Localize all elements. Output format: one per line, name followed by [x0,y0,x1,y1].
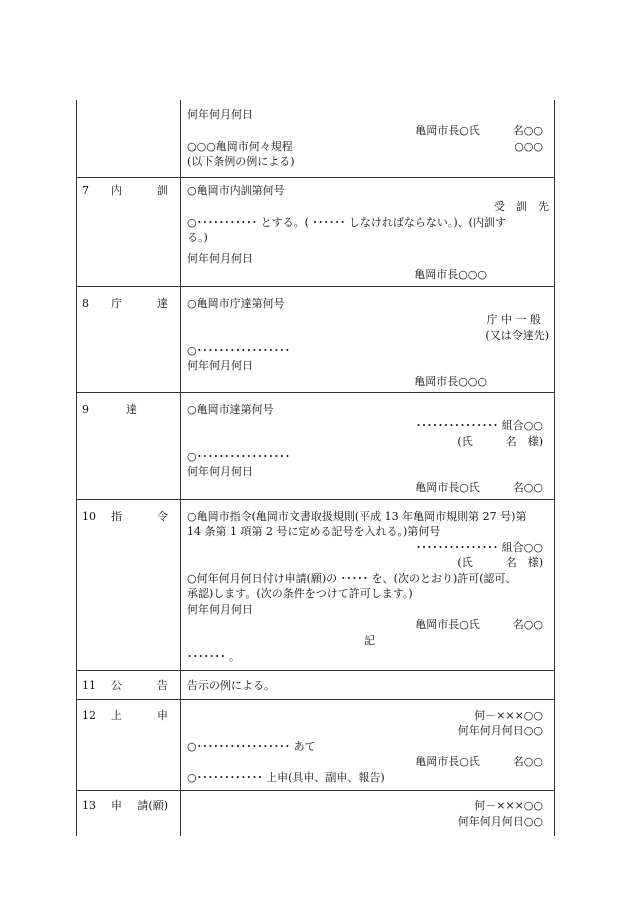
row-number: 13 [82,799,96,812]
row-10-line-8: 記 [364,634,375,647]
row-label-first-char: 指 [111,510,122,523]
row-number: 7 [82,184,89,197]
row-9-line-4: 何年何月何日 [187,465,253,478]
row-label-last-char: 申 [157,709,168,722]
row-divider [76,790,555,791]
row-8-line-4: 何年何月何日 [187,359,253,372]
row-0-line-2: ○○○亀岡市何々規程 [187,140,293,153]
row-7-line-4: 何年何月何日 [187,252,253,265]
row-10-line-2: ･･･････････････ 組合○○ [415,541,543,554]
row-label-first-char: 申 [111,799,122,812]
row-12-line-3: 亀岡市長○氏 名○○ [415,755,543,768]
row-divider [76,670,555,671]
row-label-last-char: 達 [157,297,168,310]
row-7-line-3: る。) [187,231,208,244]
row-8-line-1: 庁 中 一 般 [486,313,541,326]
row-0-line-3: (以下条例の例による) [187,155,295,168]
row-7-line-5: 亀岡市長○○○ [414,268,487,281]
row-10-line-5: 承認)します。(次の条件をつけて許可します。) [187,587,413,600]
row-divider [76,499,555,500]
row-10-line-1: 14 条第 1 項第 2 号に定める記号を入れる。)第何号 [187,525,441,538]
row-divider [76,286,555,287]
row-7-line-1: 受 訓 先 [494,200,549,213]
row-0-line-0: 何年何月何日 [187,108,253,121]
row-12-line-0: 何－×××○○ [474,709,543,722]
row-divider [76,177,555,178]
table-left-border [76,100,77,836]
row-10-line-9: ･･･････ 。 [187,650,240,663]
row-13-line-0: 何－×××○○ [474,799,543,812]
document-table [76,100,555,836]
row-7-line-2: ○･･･････････ とする。( ･･････ しなければならない。)、(内訓す [187,216,506,229]
row-divider [76,699,555,700]
row-label-char: 達 [126,403,137,416]
row-number: 12 [82,709,96,722]
row-8-line-2: (又は令達先) [485,329,549,342]
row-label-first-char: 内 [111,184,122,197]
row-0-line-1: 亀岡市長○氏 名○○ [415,124,543,137]
row-10-line-6: 何年何月何日 [187,603,253,616]
row-7-line-0: ○亀岡市内訓第何号 [187,184,285,197]
row-number: 10 [82,510,96,523]
row-10-line-7: 亀岡市長○氏 名○○ [415,618,543,631]
row-9-line-5: 亀岡市長○氏 名○○ [415,481,543,494]
table-right-border [554,100,555,836]
row-label-first-char: 上 [111,709,122,722]
row-label-last-char: 告 [157,679,168,692]
row-label-last-char: 令 [157,510,168,523]
row-0-line-2-right: ○○○ [514,140,543,153]
row-12-line-1: 何年何月何日○○ [457,724,543,737]
row-8-line-0: ○亀岡市庁達第何号 [187,297,285,310]
row-12-line-2: ○･････････････････ あて [187,740,316,753]
row-number: 11 [82,679,96,692]
row-13-line-1: 何年何月何日○○ [457,815,543,828]
row-label-last-char: 訓 [157,184,168,197]
row-9-line-0: ○亀岡市達第何号 [187,403,274,416]
row-12-line-4: ○････････････ 上申(具申、副申、報告) [187,771,385,784]
row-label-first-char: 庁 [111,297,122,310]
row-label-first-char: 公 [111,679,122,692]
row-8-line-5: 亀岡市長○○○ [414,375,487,388]
row-11-line-0: 告示の例による。 [187,679,275,692]
row-8-line-3: ○･････････････････ [187,344,291,357]
row-10-line-0: ○亀岡市指令(亀岡市文書取扱規則(平成 13 年亀岡市規則第 27 号)第 [187,510,527,523]
row-number: 8 [82,297,89,310]
row-10-line-3: (氏 名 様) [457,556,543,569]
row-divider [76,392,555,393]
row-9-line-1: ･･･････････････ 組合○○ [415,419,543,432]
row-9-line-2: (氏 名 様) [457,435,543,448]
row-label-last-char: 請(願) [137,799,168,812]
table-column-divider [180,100,181,836]
row-10-line-4: ○何年何月何日付け申請(願)の ･････ を、(次のとおり)許可(認可、 [187,572,517,585]
row-9-line-3: ○･････････････････ [187,450,291,463]
row-number: 9 [82,403,89,416]
